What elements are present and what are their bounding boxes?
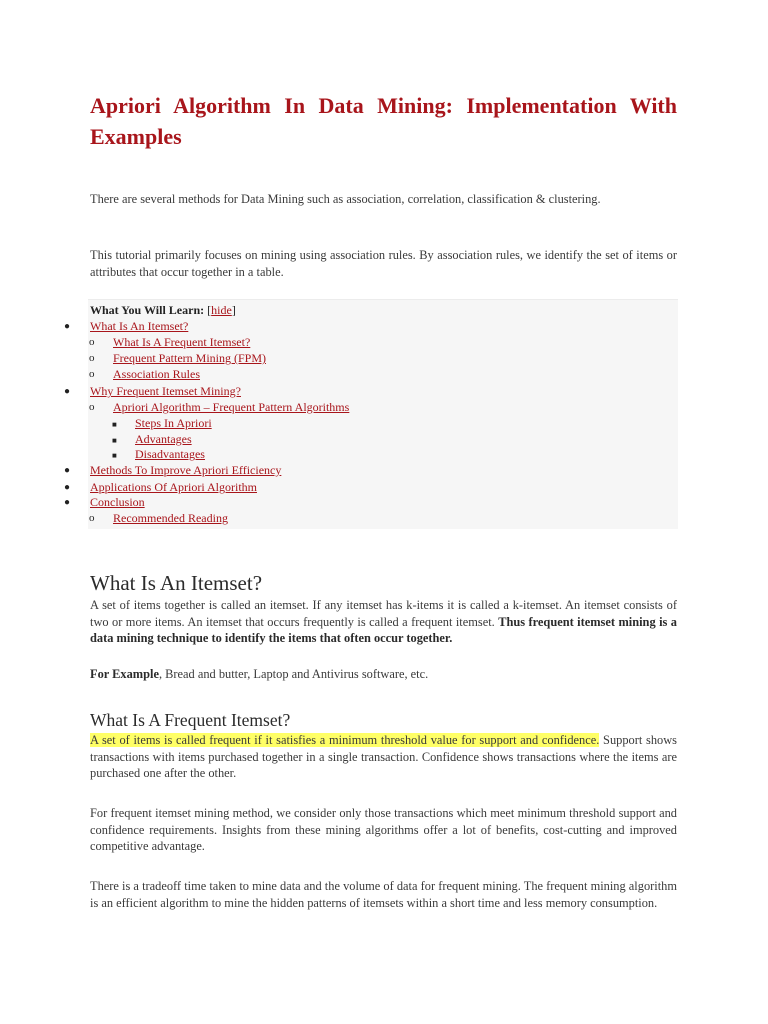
toc-item[interactable] (135, 432, 192, 447)
toc-link-disadvantages[interactable]: Disadvantages (135, 447, 205, 461)
toc-link-advantages[interactable]: Advantages (135, 432, 192, 446)
bullet-circle-icon: o (89, 336, 95, 348)
toc-link-frequent-itemset[interactable]: What Is A Frequent Itemset? (113, 335, 251, 349)
section2-paragraph-3: There is a tradeoff time taken to mine data and the volume of data for frequent mining. The frequent mining algorithm is an efficient algorithm to mine the hidden patterns of itemsets within a short time and less memory consumption. (90, 879, 677, 910)
toc-link-association-rules[interactable]: Association Rules (113, 367, 200, 381)
bullet-circle-icon: o (89, 352, 95, 364)
bullet-disc-icon: ● (64, 321, 71, 332)
section1-p2-bold: For Example (90, 667, 159, 681)
toc-item[interactable] (113, 400, 349, 415)
toc-item[interactable] (90, 480, 257, 495)
bullet-circle-icon: o (89, 368, 95, 380)
toc-link-why-frequent[interactable]: Why Frequent Itemset Mining? (90, 384, 241, 398)
toc-link-methods[interactable]: Methods To Improve Apriori Efficiency (90, 463, 282, 477)
toc-item[interactable] (113, 367, 200, 382)
section2-paragraph-1 (90, 732, 677, 782)
bullet-disc-icon: ● (64, 497, 71, 508)
bullet-disc-icon: ● (64, 386, 71, 397)
intro-paragraph-1: There are several methods for Data Mining such as association, correlation, classification & clustering. (90, 192, 601, 206)
toc-item[interactable] (113, 335, 250, 350)
toc-link-steps[interactable]: Steps In Apriori (135, 416, 212, 430)
toc-item[interactable] (113, 511, 228, 526)
section2-paragraph-2: For frequent itemset mining method, we consider only those transactions which meet minimum threshold support and confidence requirements. Insights from these mining algorithms offer a lot of benefits, cost-cutting and improved competitive advantage. (90, 806, 677, 853)
toc-item[interactable] (113, 351, 266, 366)
highlighted-definition: A set of items is called frequent if it satisfies a minimum threshold value for support and confidence. (90, 733, 600, 747)
toc-item[interactable] (135, 416, 212, 431)
toc-item[interactable] (90, 384, 241, 399)
section1-p2-text: , Bread and butter, Laptop and Antivirus software, etc. (158, 667, 429, 681)
intro-paragraph-2: This tutorial primarily focuses on mining using association rules. By association rules, we identify the set of items or attributes that occur together in a table. (90, 248, 677, 279)
toc-link-recommended[interactable]: Recommended Reading (113, 511, 228, 525)
toc-link-applications[interactable]: Applications Of Apriori Algorithm (90, 480, 257, 494)
bullet-circle-icon: o (89, 401, 95, 413)
toc-item[interactable] (90, 495, 145, 510)
bullet-square-icon: ■ (112, 436, 117, 445)
bullet-square-icon: ■ (112, 451, 117, 460)
toc-link-conclusion[interactable]: Conclusion (90, 495, 145, 509)
section-heading-itemset: What Is An Itemset? (90, 571, 263, 595)
toc-item[interactable] (90, 319, 188, 334)
bullet-disc-icon: ● (64, 482, 71, 493)
section-heading-frequent-itemset: What Is A Frequent Itemset? (90, 710, 291, 730)
toc-hide-close-bracket: ] (231, 303, 236, 317)
toc-heading-label: What You Will Learn: (90, 303, 205, 317)
toc-item[interactable] (90, 463, 281, 478)
section1-p1-text: A set of items together is called an itemset. If any itemset has k-items it is called a k-itemset. An itemset consists of two or more items. An itemset that occurs frequently is called a frequent itemset. (90, 598, 677, 629)
toc-link-apriori-algorithm[interactable]: Apriori Algorithm – Frequent Pattern Algorithms (113, 400, 350, 414)
bullet-disc-icon: ● (64, 465, 71, 476)
section1-paragraph-2 (90, 666, 677, 683)
toc-heading (90, 303, 236, 318)
toc-hide-link[interactable]: hide (211, 303, 232, 317)
toc-link-itemset[interactable]: What Is An Itemset? (90, 319, 189, 333)
section1-p1-bold: Thus frequent itemset mining is a data mining technique to identify the items that often occur together. (90, 614, 678, 645)
bullet-circle-icon: o (89, 512, 95, 524)
toc-link-fpm[interactable]: Frequent Pattern Mining (FPM) (113, 351, 266, 365)
toc-hide-open-bracket: [ (207, 303, 212, 317)
section1-paragraph-1 (90, 597, 677, 647)
section2-p1-text: Support shows transactions with items purchased together in a single transaction. Confidence shows transactions where the items are purchased one after the other. (90, 733, 677, 780)
article-title: Apriori Algorithm In Data Mining: Implementation With Examples (90, 93, 677, 149)
toc-item[interactable] (135, 447, 205, 462)
bullet-square-icon: ■ (112, 420, 117, 429)
